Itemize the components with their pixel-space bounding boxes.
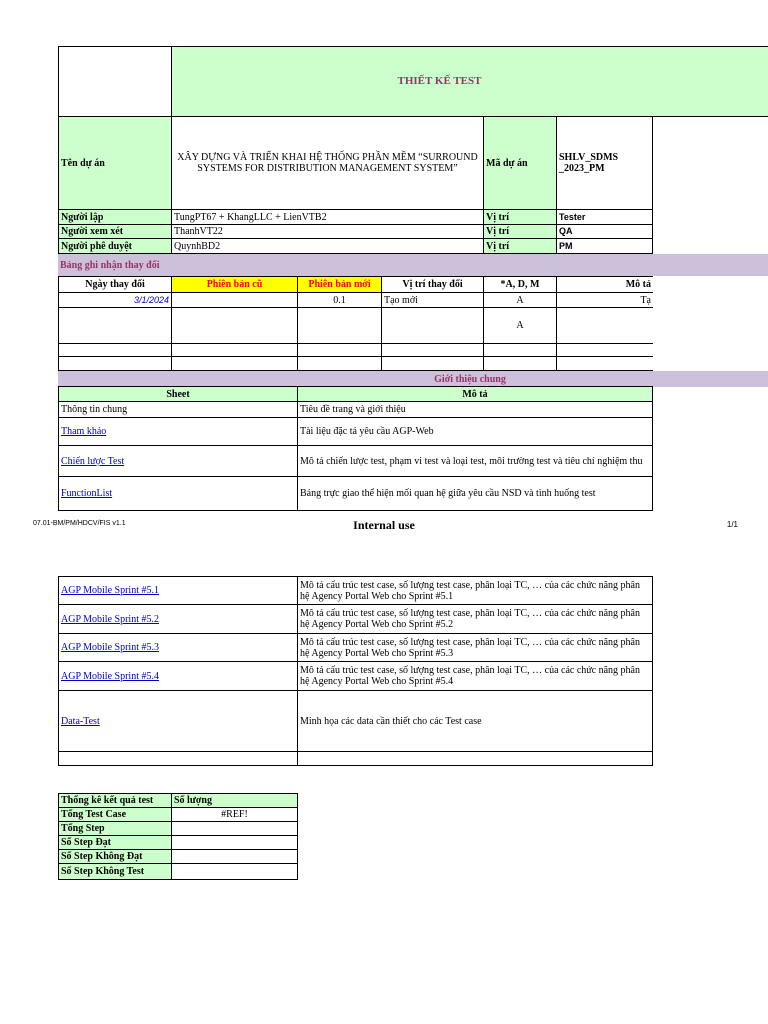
sprint-sheet-cell [58,633,298,662]
changelog-cell [58,356,172,371]
intro-sheet-cell [58,445,298,477]
changelog-cell [381,343,484,357]
logo-cell [58,46,172,117]
changelog-cell [556,343,653,357]
stats-value [171,863,298,880]
changelog-new-version [297,307,382,344]
col-header-description: Mô tả [556,276,653,293]
stats-value: #REF! [171,807,298,822]
intro-sheet-cell [58,417,298,446]
sprint-cell [58,751,298,766]
intro-description: Bảng trực giao thể hiện mối quan hệ giữa yêu cầu NSD và tình huống test [297,476,653,511]
sheet-link-sprint-5-4[interactable]: AGP Mobile Sprint #5.4 [61,670,159,682]
intro-sheet-name: Thông tin chung [58,401,298,418]
col-header-old-version: Phiên bản cũ [171,276,298,293]
footer-classification: Internal use [353,518,415,532]
intro-header-description: Mô tả [297,386,653,402]
sprint-description: Minh họa các data cần thiết cho các Test case [297,690,653,752]
project-code-value: SHLV_SDMS _2023_PM [556,116,653,210]
person-name: TungPT67 + KhangLLC + LienVTB2 [171,209,484,225]
person-position-label: Vị trí [483,209,557,225]
page-title: THIẾT KẾ TEST [397,75,482,87]
person-role: Người xem xét [58,224,172,239]
changelog-band [58,254,768,276]
person-position-label: Vị trí [483,238,557,254]
stats-header-value: Số lượng [171,793,298,808]
project-code-label: Mã dự án [483,116,557,210]
changelog-location: Tạo mới [381,292,484,308]
footer-page-number: 1/1 [726,520,738,529]
sprint-sheet-cell [58,690,298,752]
changelog-cell [556,356,653,371]
changelog-new-version: 0.1 [297,292,382,308]
footer-form-code: 07.01-BM/PM/HDCV/FIS v1.1 [33,520,126,527]
changelog-adm: A [483,292,557,308]
changelog-cell [58,343,172,357]
changelog-title: Bảng ghi nhận thay đổi [60,259,160,271]
changelog-old-version [171,292,298,308]
sheet-link-references[interactable]: Tham khảo [61,426,107,437]
col-header-location: Vị trí thay đổi [381,276,484,293]
intro-description: Tiêu đề trang và giới thiệu [297,401,653,418]
changelog-cell [171,343,298,357]
stats-label: Số Step Không Đạt [58,849,172,864]
stats-label: Số Step Đạt [58,835,172,850]
col-header-date: Ngày thay đổi [58,276,172,293]
intro-description: Tài liệu đặc tả yêu cầu AGP-Web [297,417,653,446]
person-position-label: Vị trí [483,224,557,239]
person-position: PM [556,238,653,254]
intro-band [58,371,768,387]
sheet-link-sprint-5-3[interactable]: AGP Mobile Sprint #5.3 [61,642,159,653]
changelog-cell [483,356,557,371]
changelog-description [556,307,653,344]
intro-description: Mô tả chiến lược test, phạm vi test và loại test, môi trường test và tiêu chí nghiệm thu [297,445,653,477]
stats-label: Số Step Không Test [58,863,172,880]
intro-sheet-cell [58,476,298,511]
person-position: QA [556,224,653,239]
changelog-cell [483,343,557,357]
person-position: Tester [556,209,653,225]
person-name: ThanhVT22 [171,224,484,239]
sprint-description: Mô tả cấu trúc test case, số lượng test case, phân loại TC, … của các chức năng phân hệ Agency Portal Web cho Sprint #5.2 [297,604,653,634]
person-name: QuynhBD2 [171,238,484,254]
changelog-location [381,307,484,344]
title-band [171,46,768,117]
sprint-description: Mô tả cấu trúc test case, số lượng test case, phân loại TC, … của các chức năng phân hệ Agency Portal Web cho Sprint #5.3 [297,633,653,662]
changelog-cell [381,356,484,371]
changelog-cell [297,356,382,371]
col-header-adm: *A, D, M [483,276,557,293]
project-name-value: XÂY DỰNG VÀ TRIỂN KHAI HỆ THỐNG PHẦN MỀM “SURROUND SYSTEMS FOR DISTRIBUTION MANAGEMENT SYSTEM” [171,116,484,210]
changelog-description: Tạ [556,292,653,308]
sheet-link-test-strategy[interactable]: Chiến lược Test [61,455,125,467]
sheet-link-function-list[interactable]: FunctionList [61,488,113,499]
person-role: Người lập [58,209,172,225]
stats-header-label: Thống kê kết quả test [58,793,172,808]
sheet-link-sprint-5-2[interactable]: AGP Mobile Sprint #5.2 [61,613,159,625]
sprint-sheet-cell [58,661,298,691]
changelog-date [58,307,172,344]
stats-value [171,849,298,864]
person-role: Người phê duyệt [58,238,172,254]
intro-title: Giới thiệu chung [434,373,506,385]
stats-value [171,835,298,850]
col-header-new-version: Phiên bản mới [297,276,382,293]
sheet-link-data-test[interactable]: Data-Test [61,715,100,727]
changelog-adm: A [483,307,557,344]
changelog-cell [171,356,298,371]
title-band-left-border [171,46,172,117]
sprint-cell [297,751,653,766]
stats-label: Tổng Step [58,821,172,836]
sprint-description: Mô tả cấu trúc test case, số lượng test case, phân loại TC, … của các chức năng phân hệ Agency Portal Web cho Sprint #5.1 [297,576,653,605]
sprint-sheet-cell [58,576,298,605]
sprint-description: Mô tả cấu trúc test case, số lượng test case, phân loại TC, … của các chức năng phân hệ Agency Portal Web cho Sprint #5.4 [297,661,653,691]
changelog-cell [297,343,382,357]
project-name-label: Tên dự án [58,116,172,210]
stats-value [171,821,298,836]
changelog-old-version [171,307,298,344]
intro-header-sheet: Sheet [58,386,298,402]
changelog-date: 3/1/2024 [58,292,172,308]
sprint-sheet-cell [58,604,298,634]
sheet-link-sprint-5-1[interactable]: AGP Mobile Sprint #5.1 [61,585,159,596]
stats-label: Tổng Test Case [58,807,172,822]
